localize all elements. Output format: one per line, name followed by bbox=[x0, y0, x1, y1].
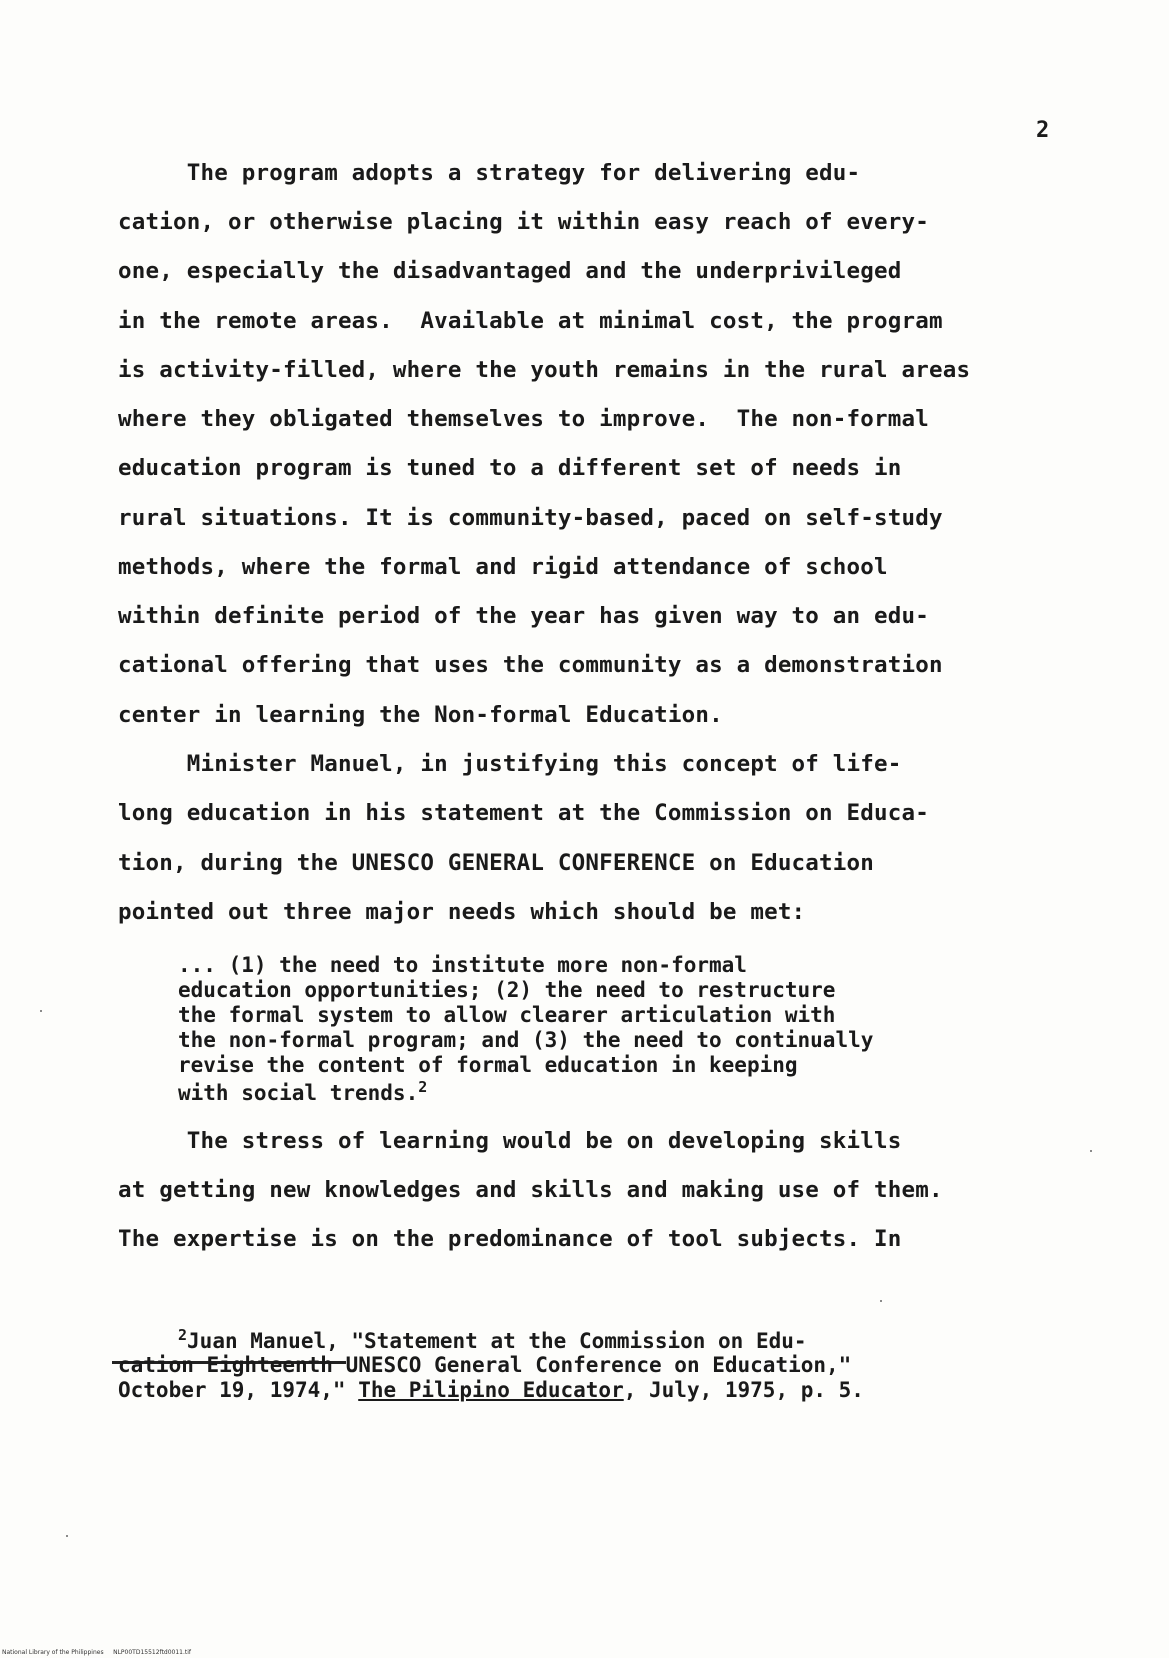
block-quote-line: revise the content of formal education in keeping bbox=[178, 1053, 798, 1077]
paragraph-line: long education in his statement at the Commission on Educa- bbox=[118, 800, 930, 826]
paragraph-line: The program adopts a strategy for delivering edu- bbox=[118, 160, 861, 186]
paragraph-line: is activity-filled, where the youth remains in the rural areas bbox=[118, 357, 971, 383]
scan-speck bbox=[880, 1300, 882, 1302]
paragraph-line: The stress of learning would be on developing skills bbox=[118, 1128, 902, 1154]
footnote-citation-line: October 19, 1974," The Pilipino Educator, July, 1975, p. 5. bbox=[118, 1378, 864, 1402]
footnote-mark: 2 bbox=[178, 1326, 188, 1344]
paragraph-line: rural situations. It is community-based, paced on self-study bbox=[118, 505, 943, 531]
paragraph-line: pointed out three major needs which should be met: bbox=[118, 899, 806, 925]
block-quote-line: ... (1) the need to institute more non-formal bbox=[178, 953, 747, 977]
paragraph-line: tion, during the UNESCO GENERAL CONFERENCE on Education bbox=[118, 850, 875, 876]
paragraph-line: education program is tuned to a different set of needs in bbox=[118, 455, 902, 481]
paragraph-line: within definite period of the year has given way to an edu- bbox=[118, 603, 930, 629]
block-quote-line: education opportunities; (2) the need to restructure bbox=[178, 978, 836, 1002]
paragraph-line: in the remote areas. Available at minimal cost, the program bbox=[118, 308, 943, 334]
paragraph-line: methods, where the formal and rigid attendance of school bbox=[118, 554, 888, 580]
page-number: 2 bbox=[1036, 118, 1050, 143]
publication-title: The Pilipino Educator bbox=[358, 1378, 624, 1402]
scan-speck bbox=[66, 1535, 68, 1537]
paragraph-line: The expertise is on the predominance of tool subjects. In bbox=[118, 1226, 902, 1252]
paragraph-line: center in learning the Non-formal Education. bbox=[118, 702, 723, 728]
paragraph-line: cation, or otherwise placing it within easy reach of every- bbox=[118, 209, 930, 235]
block-quote-last-line: with social trends.$^2$ bbox=[178, 1078, 428, 1105]
archive-footer: National Library of the Philippines NLP00TD15512ftd0011.tif bbox=[2, 1649, 192, 1656]
paragraph-line: at getting new knowledges and skills and making use of them. bbox=[118, 1177, 943, 1203]
block-quote-line: the formal system to allow clearer articulation with bbox=[178, 1003, 836, 1027]
footnote-line: $^2$Juan Manuel, "Statement at the Commission on Edu- bbox=[178, 1326, 807, 1353]
block-quote-line: the non-formal program; and (3) the need to continually bbox=[178, 1028, 874, 1052]
footnote-reference: 2 bbox=[418, 1078, 428, 1096]
paragraph-line: where they obligated themselves to improve. The non-formal bbox=[118, 406, 930, 432]
footnote-line: cation Eighteenth UNESCO General Conference on Education," bbox=[118, 1353, 852, 1377]
paragraph-line: Minister Manuel, in justifying this concept of life- bbox=[118, 751, 902, 777]
paragraph-line: cational offering that uses the community as a demonstration bbox=[118, 652, 943, 678]
scan-speck bbox=[1090, 1150, 1092, 1152]
scan-speck bbox=[40, 1010, 42, 1012]
paragraph-line: one, especially the disadvantaged and the underprivileged bbox=[118, 258, 902, 284]
